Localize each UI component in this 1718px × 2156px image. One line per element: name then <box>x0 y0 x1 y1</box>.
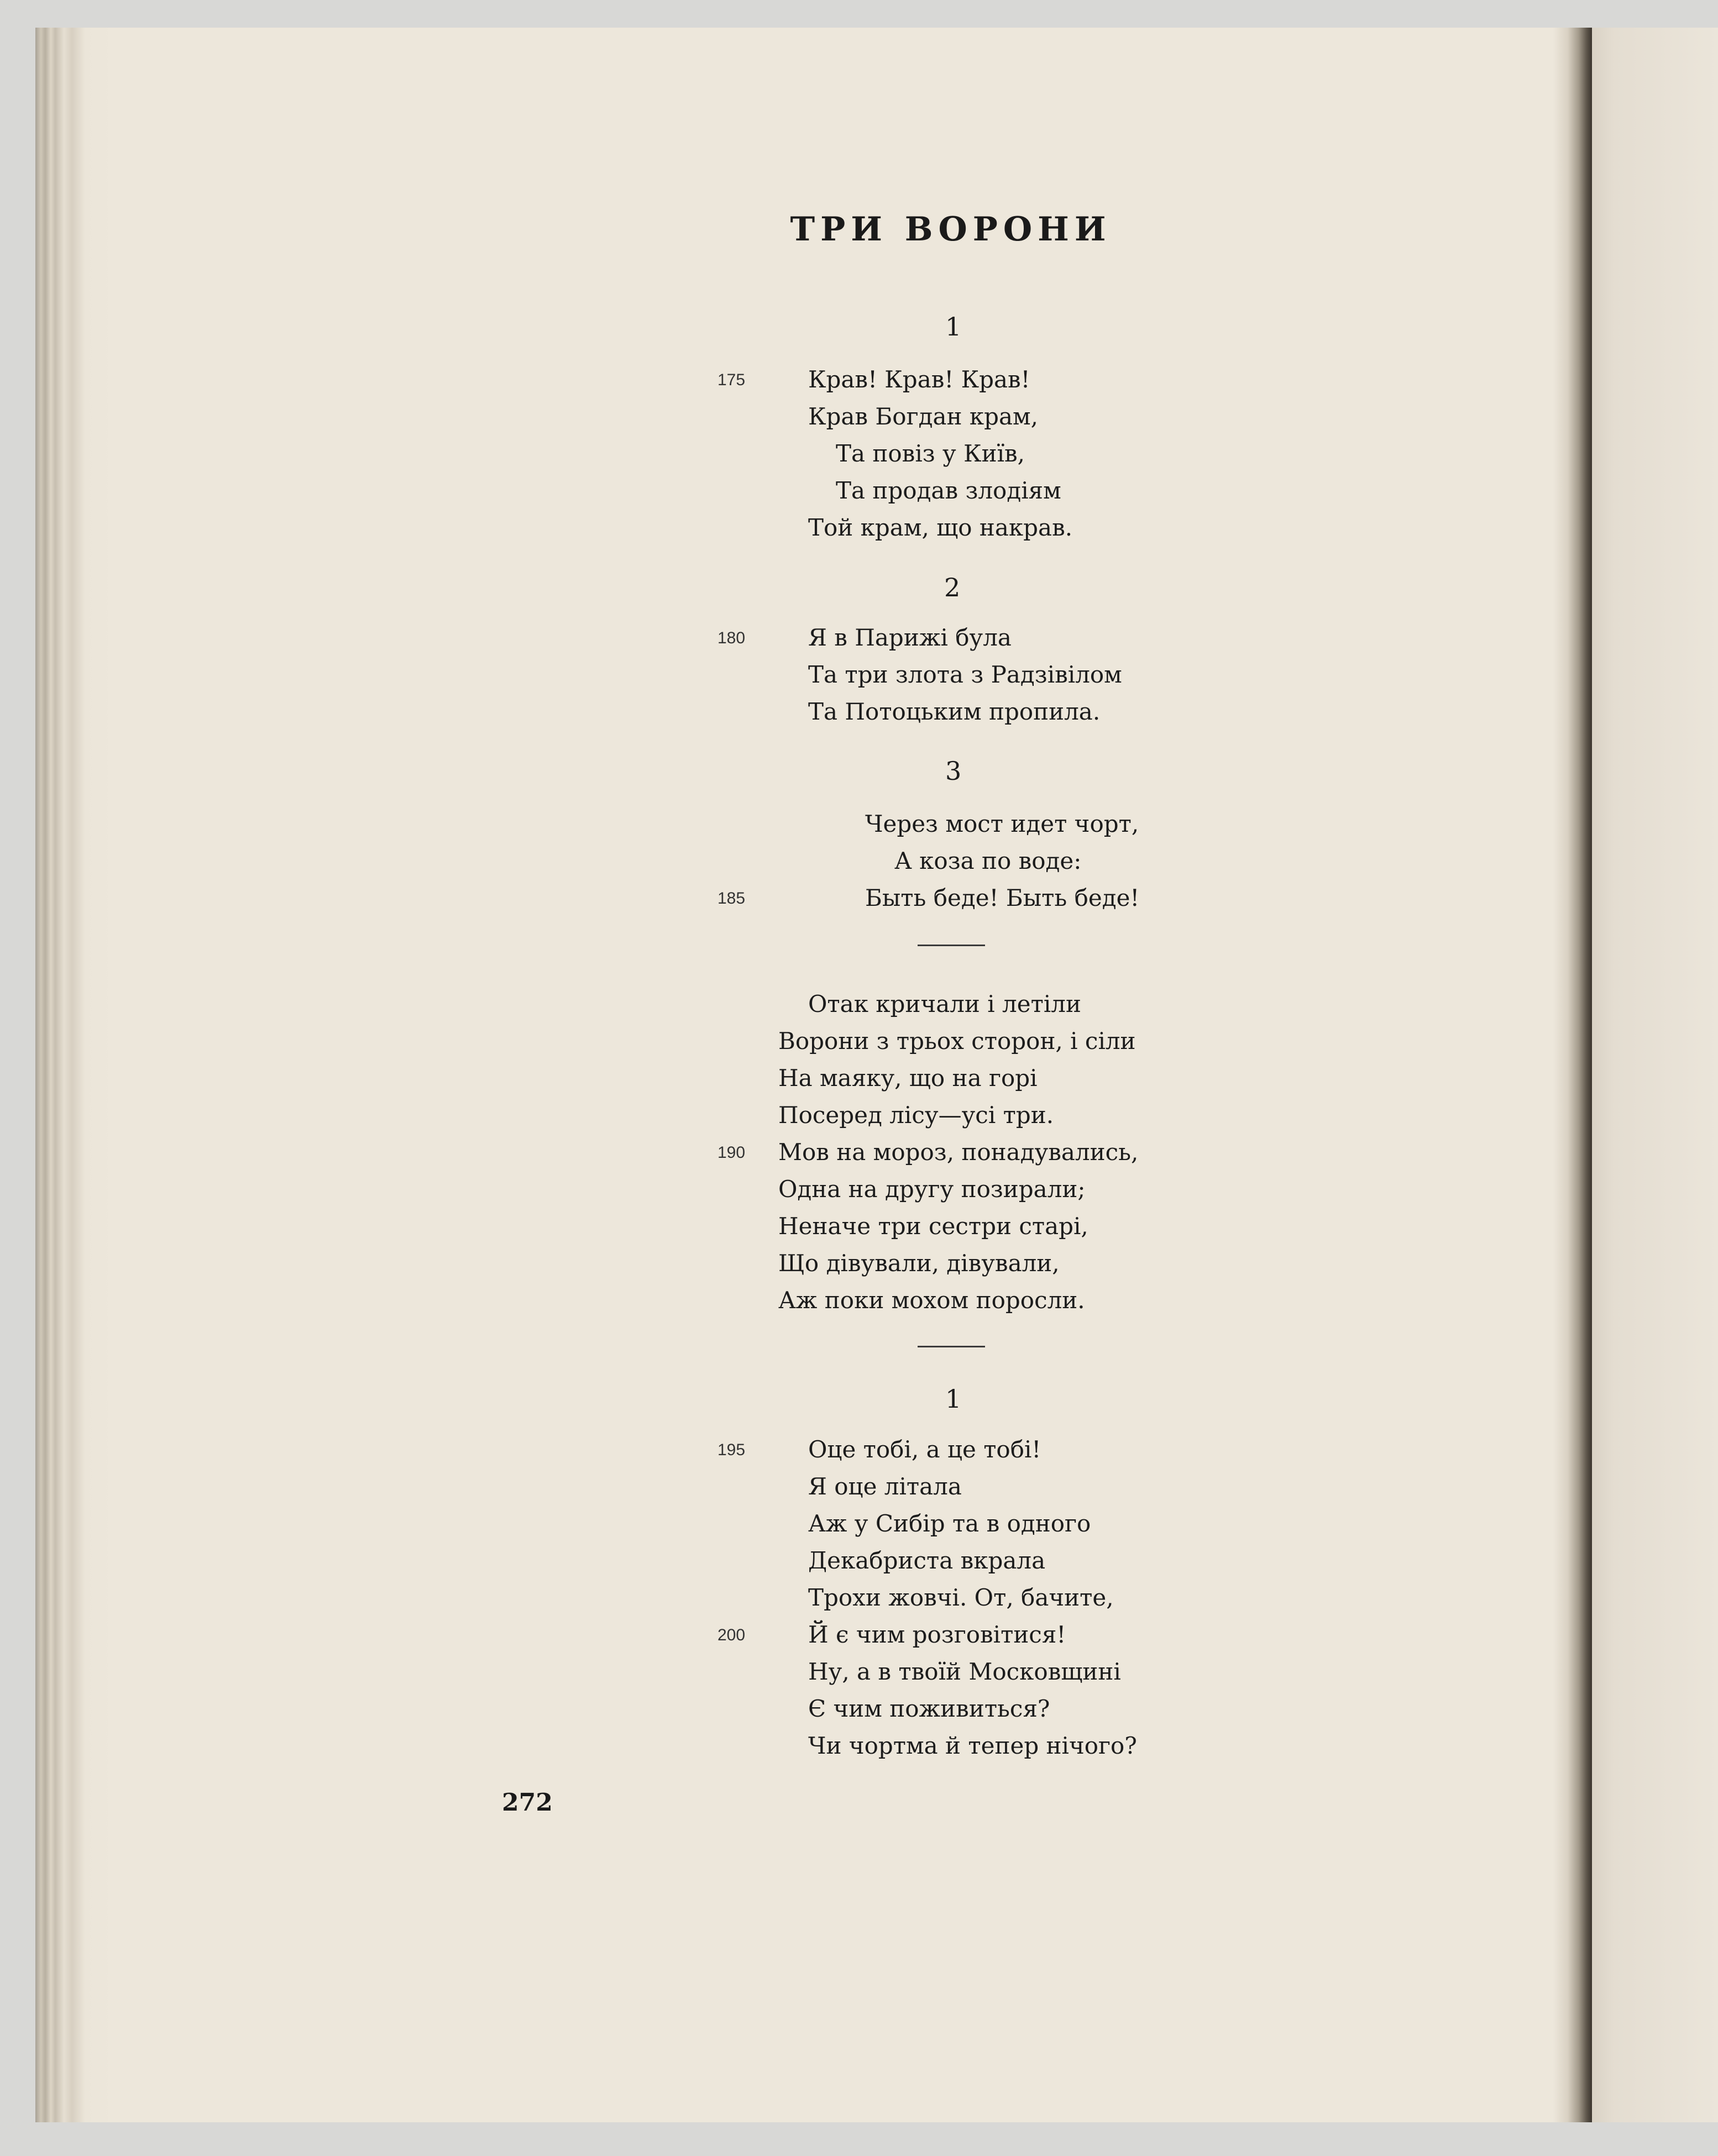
verse-line: Ворони з трьох сторон, і сіли <box>778 1027 1136 1055</box>
verse-line: Оце тобі, а це тобі! <box>808 1436 1041 1463</box>
book-spine <box>1553 28 1592 2122</box>
verse-line: Крав! Крав! Крав! <box>808 366 1030 393</box>
verse-line: Та продав злодіям <box>836 477 1061 504</box>
stanza-number: 1 <box>945 312 962 342</box>
stanza-number: 2 <box>944 573 961 602</box>
section-divider <box>918 1346 985 1347</box>
verse-line: А коза по воде: <box>894 847 1082 874</box>
verse-line: Трохи жовчі. От, бачите, <box>808 1584 1114 1611</box>
line-number: 190 <box>717 1143 746 1162</box>
poem-title: ТРИ ВОРОНИ <box>790 210 1112 249</box>
verse-line: Є чим поживиться? <box>808 1695 1050 1722</box>
verse-line: Я оце літала <box>808 1473 962 1500</box>
verse-line: Що дівували, дівували, <box>778 1250 1060 1277</box>
line-number: 185 <box>717 889 746 907</box>
verse-line: На маяку, що на горі <box>778 1064 1038 1092</box>
section-divider <box>918 945 985 946</box>
verse-line: Одна на другу позирали; <box>778 1176 1086 1203</box>
line-number: 180 <box>717 629 746 647</box>
verse-line: Та Потоцьким пропила. <box>808 698 1101 725</box>
verse-line: Аж поки мохом поросли. <box>778 1287 1085 1314</box>
verse-line: Мов на мороз, понадувались, <box>778 1139 1139 1166</box>
page-edges <box>35 28 113 2122</box>
line-number: 200 <box>717 1626 746 1644</box>
verse-line: Декабриста вкрала <box>808 1547 1046 1574</box>
verse-line: Аж у Сибір та в одного <box>808 1510 1091 1537</box>
page-number: 272 <box>502 1788 553 1817</box>
verse-line: Быть беде! Быть беде! <box>865 884 1140 911</box>
verse-line: Крав Богдан крам, <box>808 403 1039 430</box>
line-number: 175 <box>717 371 746 389</box>
facing-page <box>1592 28 1718 2122</box>
stanza-number: 3 <box>945 756 962 786</box>
verse-line: Через мост идет чорт, <box>865 810 1139 837</box>
verse-line: Та три злота з Радзівілом <box>808 661 1122 688</box>
line-number: 195 <box>717 1441 746 1459</box>
stanza-number: 1 <box>945 1384 962 1414</box>
verse-line: Я в Парижі була <box>808 624 1012 651</box>
verse-line: Та повіз у Київ, <box>836 440 1025 467</box>
verse-line: Посеред лісу—усі три. <box>778 1101 1054 1129</box>
verse-line: Й є чим розговітися! <box>808 1621 1066 1648</box>
verse-line: Чи чортма й тепер нічого? <box>808 1732 1137 1759</box>
verse-line: Неначе три сестри старі, <box>778 1213 1088 1240</box>
verse-line: Той крам, що накрав. <box>808 514 1073 541</box>
verse-line: Отак кричали і летіли <box>808 990 1081 1017</box>
verse-line: Ну, а в твоїй Московщині <box>808 1658 1121 1685</box>
